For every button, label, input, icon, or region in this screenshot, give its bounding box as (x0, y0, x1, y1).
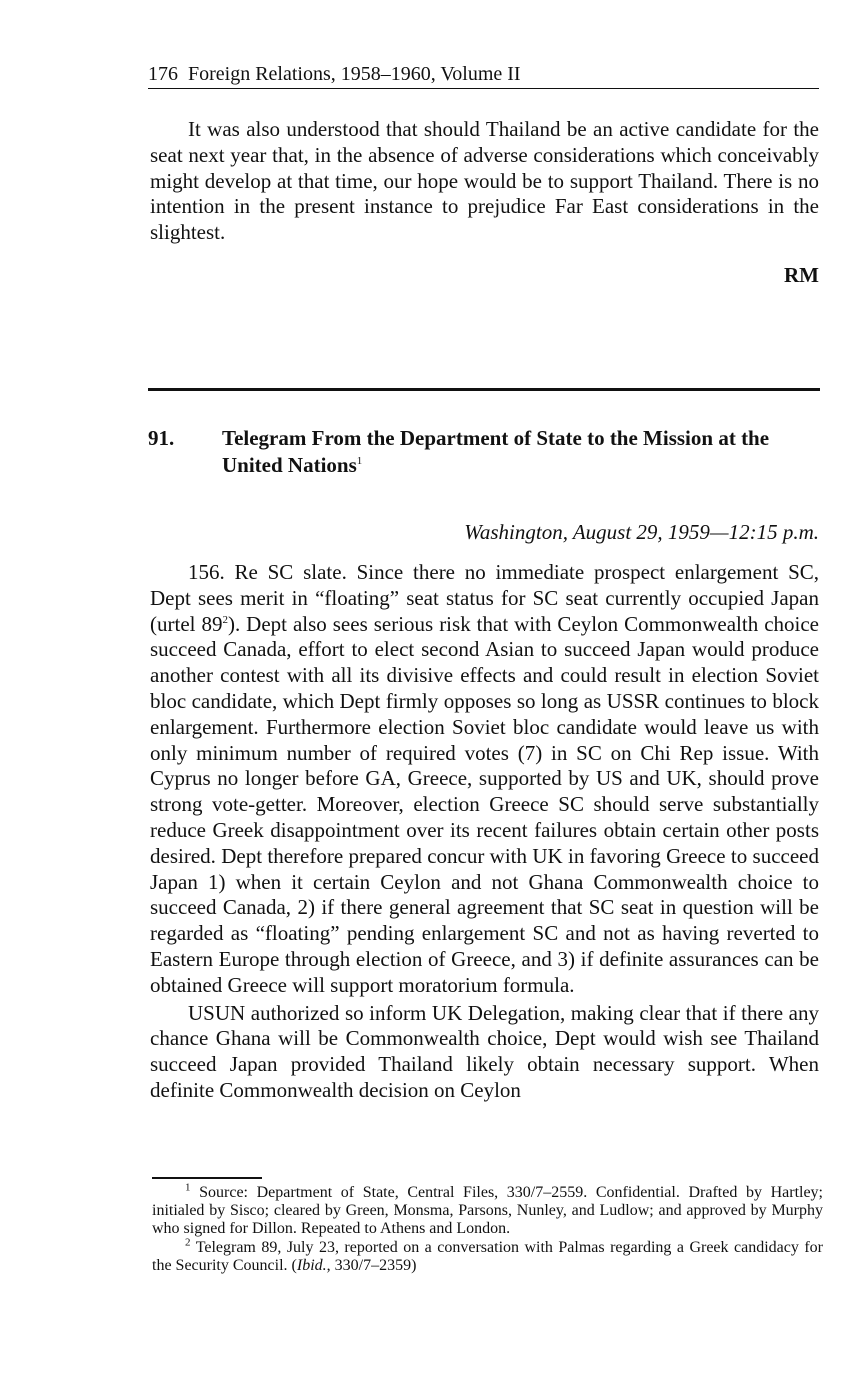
closing-paragraph: It was also understood that should Thailand be an active candidate for the seat next year that, in the absence of adverse considerations which conceivably might develop at that time, our hope would be to support Thailand. There is no intention in the present instance to prejudice Far East considerations in the slightest. (150, 117, 819, 245)
document-number: 91. (148, 426, 175, 450)
document-title (222, 425, 812, 479)
footnote-2-marker: 2 (185, 1236, 191, 1249)
footnotes (152, 1181, 824, 1275)
footnote-1-text: Source: Department of State, Central Files, 330/7–2559. Confidential. Drafted by Hartley; initialed by Sisco; cleared by Green, Monsma, Parsons, Nunley, and Ludlow; and approved by Murphy who signed for Dillon. Repeated to Athens and London. (152, 1184, 824, 1238)
telegram-body (150, 560, 819, 1104)
footnote-2 (152, 1236, 823, 1275)
document-title-text: Telegram From the Department of State to the Mission at the United Nations (222, 426, 770, 477)
publication-title: Foreign Relations, 1958–1960, Volume II (188, 63, 521, 85)
section-divider (148, 388, 820, 391)
dateline: Washington, August 29, 1959—12:15 p.m. (464, 520, 819, 544)
footnote-ref-2: 2 (222, 613, 228, 626)
running-header (148, 60, 819, 89)
footnote-2-text-before: Telegram 89, July 23, reported on a conversation with Palmas regarding a Greek candidacy for the Security Council. ( (152, 1238, 823, 1274)
paragraph-1-part-2: ). Dept also sees serious risk that with Ceylon Commonwealth choice succeed Canada, effort to elect second Asian to succeed Japan would produce another contest with all its divisive effects and could result in election Soviet bloc candidate, which Dept firmly opposes so long as USSR continues to block enlargement. Furthermore election Soviet bloc candidate would leave us with only minimum number of required votes (7) in SC on Chi Rep issue. With Cyprus no longer before GA, Greece, supported by US and UK, should prove strong vote-getter. Moreover, election Greece SC should serve substantially reduce Greek disappointment over its recent failures obtain certain other posts desired. Dept therefore prepared concur with UK in favoring Greece to succeed Japan 1) when it certain Ceylon and not Ghana Commonwealth choice to succeed Canada, 2) if there general agreement that SC seat in question will be regarded as “floating” pending enlargement SC and not as having reverted to Eastern Europe through election of Greece, and 3) if definite assurances can be obtained Greece will support moratorium formula. (150, 611, 819, 997)
footnote-1 (152, 1181, 824, 1239)
footnote-2-text-after: , 330/7–2359) (326, 1256, 417, 1274)
footnote-2-ibid: Ibid. (296, 1256, 327, 1274)
footnote-divider (152, 1177, 262, 1179)
previous-document-closing (150, 117, 819, 246)
footnote-1-marker: 1 (185, 1181, 191, 1194)
footnote-ref-1: 1 (356, 455, 363, 467)
page-number: 176 (148, 63, 178, 85)
paragraph-1-part-1: 156. Re SC slate. Since there no immediate prospect enlargement SC, Dept sees merit in “floating” seat status for SC seat currently occupied Japan (urtel 89 (150, 560, 819, 636)
body-paragraph-2: USUN authorized so inform UK Delegation, making clear that if there any chance Ghana will be Commonwealth choice, Dept would wish see Thailand succeed Japan provided Thailand likely obtain necessary support. When definite Commonwealth decision on Ceylon (150, 1000, 819, 1102)
signature-initials: RM (784, 263, 819, 287)
body-paragraph-1 (150, 560, 819, 999)
